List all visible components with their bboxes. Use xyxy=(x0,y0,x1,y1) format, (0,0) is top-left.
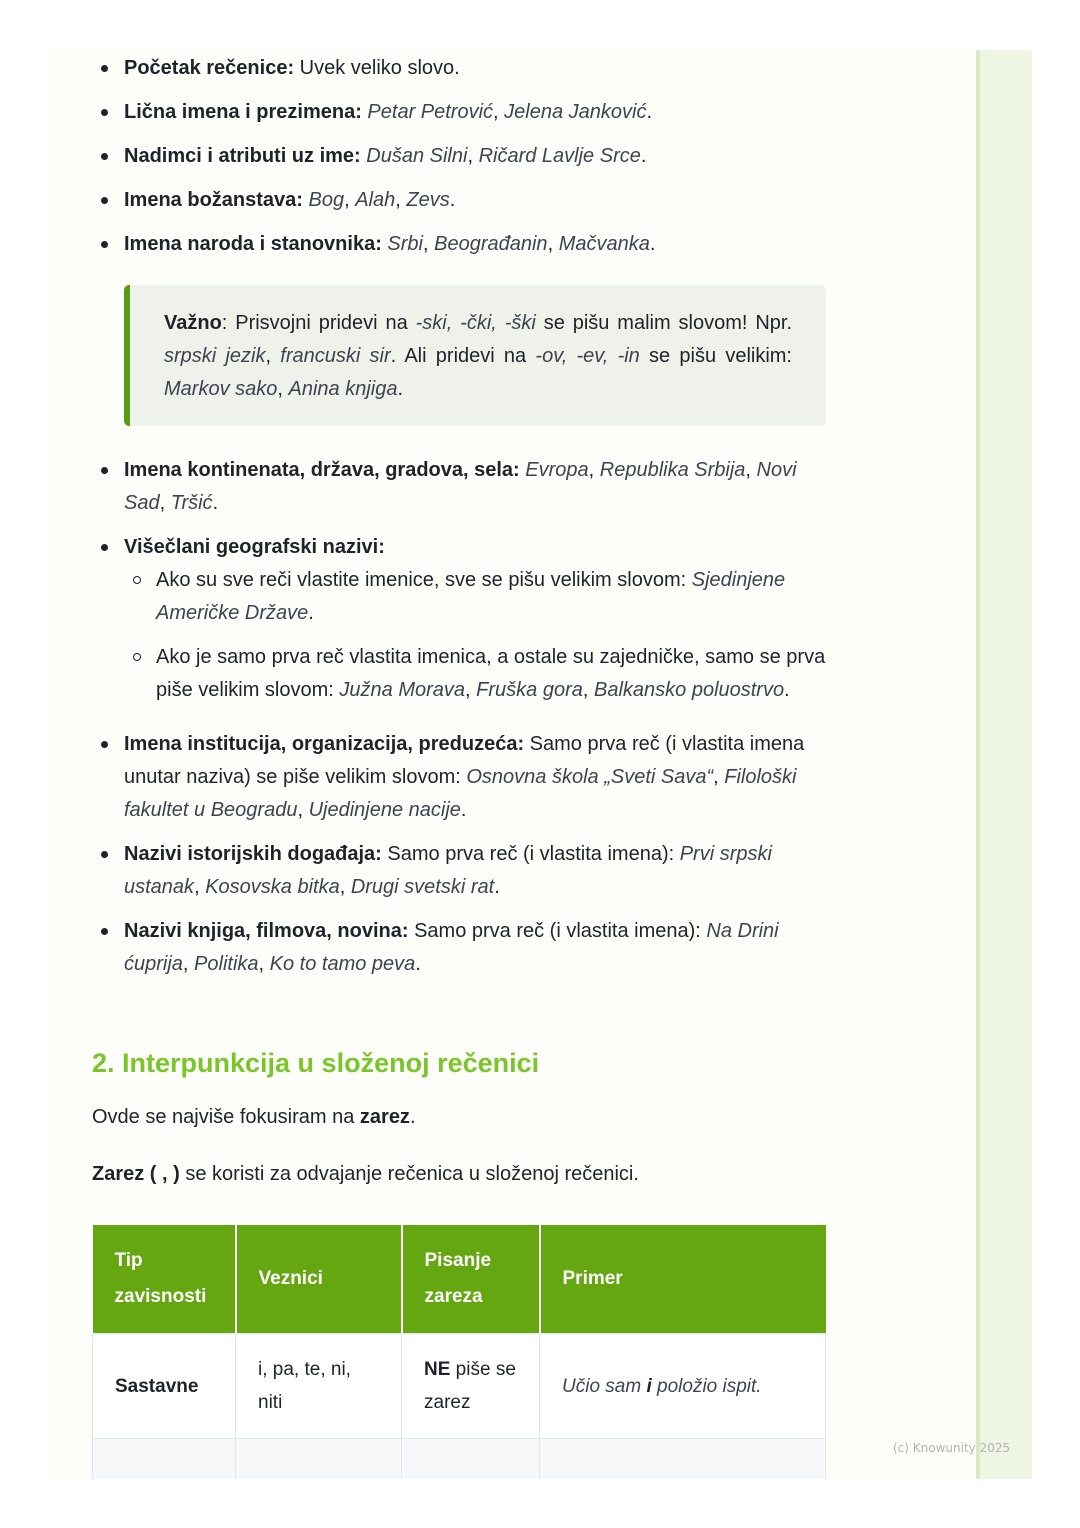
item-term: Imena naroda i stanovnika: xyxy=(124,233,382,255)
section-heading: 2. Interpunkcija u složenoj rečenici xyxy=(92,1048,540,1078)
item-term: Lična imena i prezimena: xyxy=(124,101,362,123)
table-row xyxy=(93,1334,826,1439)
example: Zevs xyxy=(406,189,450,211)
separator: , xyxy=(395,189,407,211)
example: Beograđanin xyxy=(434,233,548,255)
cell-pisanje xyxy=(402,1334,540,1439)
cell-bold: NE xyxy=(424,1359,451,1380)
cell-empty xyxy=(236,1439,402,1480)
table-row xyxy=(93,1439,826,1480)
separator: , xyxy=(423,233,435,255)
cell-empty xyxy=(93,1439,236,1480)
list-item xyxy=(92,454,832,520)
list-item xyxy=(92,728,832,827)
note-example: srpski jezik xyxy=(164,345,266,367)
example: Drugi svetski rat xyxy=(350,876,495,898)
note-example: -ov, -ev, -in xyxy=(535,345,640,367)
separator: , xyxy=(547,233,559,255)
note-example: francuski sir xyxy=(280,345,391,367)
header-tip: Tip zavisnosti xyxy=(93,1225,236,1334)
example: Ričard Lavlje Srce xyxy=(478,145,641,167)
note-text: , xyxy=(277,378,289,400)
list-item xyxy=(92,228,832,261)
separator: , xyxy=(582,679,594,701)
example: Ujedinjene nacije xyxy=(308,799,461,821)
cell-tip xyxy=(93,1334,236,1439)
separator: , xyxy=(258,953,270,975)
cell-text: Sastavne xyxy=(115,1375,199,1397)
example: Novi Sad xyxy=(124,459,797,514)
example: Dušan Silni xyxy=(366,145,468,167)
separator: , xyxy=(493,101,505,123)
paragraph-bold: zarez xyxy=(359,1106,410,1128)
example: Jelena Janković xyxy=(504,101,647,123)
separator: , xyxy=(339,876,351,898)
punctuation: . xyxy=(640,145,647,167)
cell-empty xyxy=(540,1439,826,1480)
note-example: -ski, -čki, -ški xyxy=(415,312,536,334)
cell-example: položio ispit. xyxy=(651,1375,762,1397)
copyright-footer: (c) Knowunity 2025 xyxy=(893,1441,1011,1455)
example: Politika xyxy=(194,953,259,975)
separator: , xyxy=(465,679,477,701)
separator: , xyxy=(713,766,725,788)
example: Mačvanka xyxy=(558,233,650,255)
item-term: Nazivi istorijskih događaja: xyxy=(124,843,382,865)
separator: , xyxy=(194,876,206,898)
header-primer: Primer xyxy=(540,1225,826,1334)
paragraph-text: Ovde se najviše fokusiram na xyxy=(92,1106,360,1128)
note-text: . xyxy=(397,378,404,400)
list-item xyxy=(92,184,832,217)
separator: , xyxy=(182,953,195,975)
punctuation: . xyxy=(415,953,421,975)
comma-paragraph xyxy=(92,1159,639,1189)
item-term: Nazivi knjiga, filmova, novina: xyxy=(124,920,409,942)
example: Evropa xyxy=(525,459,589,481)
punctuation: . xyxy=(646,101,653,123)
sub-list-item xyxy=(124,564,832,630)
cell-primer xyxy=(540,1334,826,1439)
sub-list-item xyxy=(124,641,832,707)
header-pisanje: Pisanje zareza xyxy=(402,1225,540,1334)
punctuation: . xyxy=(784,679,790,701)
punctuation: . xyxy=(212,492,219,514)
item-term: Višečlani geografski nazivi: xyxy=(124,536,385,558)
cell-example: Učio sam xyxy=(562,1375,647,1397)
punctuation: . xyxy=(494,876,500,898)
item-text: Ako je samo prva reč vlastita imenica, a ostale su zajedničke, samo se prva piše velikim slovom: xyxy=(156,646,826,701)
example: Alah xyxy=(355,189,396,211)
item-text: Samo prva reč (i vlastita imena): xyxy=(381,843,680,865)
example: Tršić xyxy=(170,492,213,514)
list-item xyxy=(92,140,832,173)
note-text: . Ali pridevi na xyxy=(390,345,536,367)
item-term: Imena institucija, organizacija, preduzeća: xyxy=(124,733,525,755)
example: Petar Petrović xyxy=(367,101,494,123)
item-text: Ako su sve reči vlastite imenice, sve se pišu velikim slovom: xyxy=(156,569,692,591)
example: Južna Morava xyxy=(339,679,466,701)
example: Prvi srpski ustanak xyxy=(124,843,772,898)
table-header-row xyxy=(93,1225,826,1334)
example: Ko to tamo peva xyxy=(269,953,416,975)
note-text: se pišu malim slovom! Npr. xyxy=(535,312,792,334)
important-note-callout xyxy=(124,285,826,426)
example: Republika Srbija xyxy=(599,459,746,481)
item-text: Samo prva reč (i vlastita imena unutar naziva) se piše velikim slovom: xyxy=(124,733,805,788)
item-text: Samo prva reč (i vlastita imena): xyxy=(408,920,707,942)
separator: , xyxy=(297,799,309,821)
example: Sjedinjene Američke Države xyxy=(156,569,786,624)
separator: , xyxy=(159,492,171,514)
item-term: Imena božanstava: xyxy=(124,189,303,211)
example: Balkansko poluostrvo xyxy=(593,679,785,701)
punctuation: . xyxy=(449,189,456,211)
capitalization-list-2 xyxy=(92,454,832,981)
punctuation: . xyxy=(460,799,467,821)
item-term: Početak rečenice: xyxy=(124,57,295,79)
example: Filološki fakultet u Beogradu xyxy=(124,766,797,821)
comma-rules-table xyxy=(92,1225,826,1479)
punctuation: . xyxy=(308,602,314,624)
item-text: Uvek veliko slovo. xyxy=(294,57,460,79)
cell-veznici xyxy=(236,1334,402,1439)
cell-text: i, pa, te, ni, niti xyxy=(258,1359,351,1413)
example: Bog xyxy=(308,189,345,211)
cell-empty xyxy=(402,1439,540,1480)
separator: , xyxy=(344,189,356,211)
header-veznici: Veznici xyxy=(236,1225,402,1334)
cell-example-bold: i xyxy=(646,1375,652,1397)
separator: , xyxy=(745,459,757,481)
example: Fruška gora xyxy=(476,679,583,701)
paragraph-bold: Zarez ( , ) xyxy=(92,1163,180,1185)
example: Srbi xyxy=(387,233,423,255)
sub-list xyxy=(124,564,832,707)
list-item xyxy=(92,915,832,981)
separator: , xyxy=(467,145,479,167)
capitalization-list-1 xyxy=(92,52,832,261)
paragraph-text: se koristi za odvajanje rečenica u složenoj rečenici. xyxy=(179,1163,639,1185)
intro-paragraph xyxy=(92,1102,416,1132)
note-text: se pišu velikim: xyxy=(639,345,792,367)
document-page xyxy=(48,48,976,1479)
note-text: , xyxy=(265,345,281,367)
example: Osnovna škola „Sveti Sava“ xyxy=(466,766,714,788)
side-margin-bar xyxy=(976,50,1032,1479)
list-item xyxy=(92,52,832,85)
note-label: Važno xyxy=(164,312,222,334)
cell-text: piše se zarez xyxy=(424,1359,516,1413)
note-example: Anina knjiga xyxy=(288,378,398,400)
note-example: Markov sako xyxy=(164,378,278,400)
item-term: Imena kontinenata, država, gradova, sela: xyxy=(124,459,520,481)
list-item xyxy=(92,838,832,904)
list-item xyxy=(92,531,832,707)
separator: , xyxy=(588,459,600,481)
list-item xyxy=(92,96,832,129)
example: Na Drini ćuprija xyxy=(124,920,779,975)
item-term: Nadimci i atributi uz ime: xyxy=(124,145,361,167)
punctuation: . xyxy=(409,1106,416,1128)
example: Kosovska bitka xyxy=(205,876,340,898)
punctuation: . xyxy=(649,233,656,255)
note-text: : Prisvojni pridevi na xyxy=(221,312,416,334)
